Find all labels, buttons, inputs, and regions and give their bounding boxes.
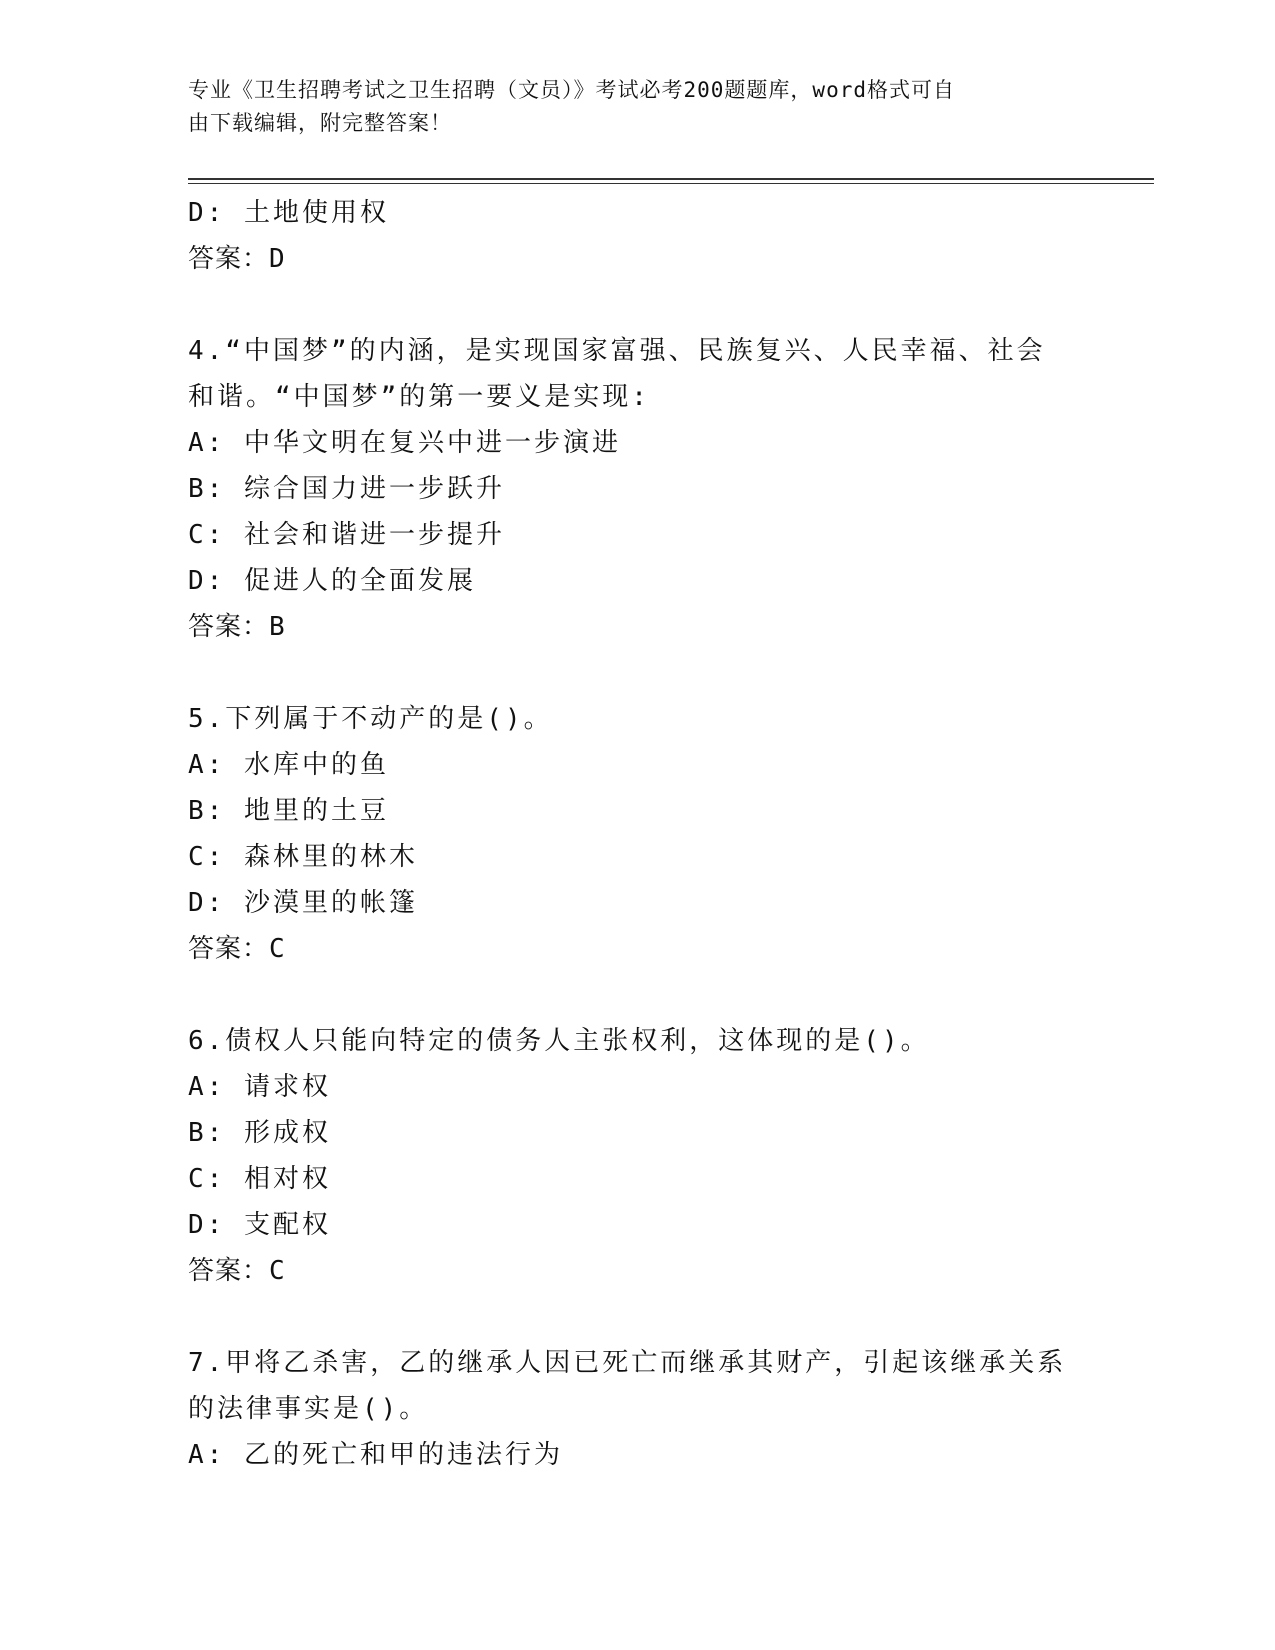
question-5	[188, 696, 1088, 972]
option-a: A: 中华文明在复兴中进一步演进	[188, 428, 621, 458]
question-stem-line: 的法律事实是()。	[188, 1394, 429, 1424]
header-line-1: 专业《卫生招聘考试之卫生招聘（文员）》考试必考200题题库，word格式可自	[188, 78, 955, 102]
option-b: B: 地里的土豆	[188, 796, 389, 826]
option-d: D: 土地使用权	[188, 198, 389, 228]
answer-label: 答案：	[188, 612, 270, 642]
header-line-2: 由下载编辑，附完整答案！	[188, 111, 452, 135]
answer-label: 答案：	[188, 934, 270, 964]
option-b: B: 综合国力进一步跃升	[188, 474, 505, 504]
answer-value: C	[269, 1256, 286, 1286]
option-c: C: 森林里的林木	[188, 842, 418, 872]
question-stem-line: 7.甲将乙杀害，乙的继承人因已死亡而继承其财产，引起该继承关系	[188, 1348, 1067, 1378]
option-d: D: 促进人的全面发展	[188, 566, 476, 596]
question-stem-line: 和谐。“中国梦”的第一要义是实现:	[188, 382, 650, 412]
header-rule-thick	[188, 178, 1154, 180]
page-header	[188, 74, 1068, 140]
option-a: A: 请求权	[188, 1072, 331, 1102]
option-d: D: 支配权	[188, 1210, 331, 1240]
answer-value: C	[269, 934, 286, 964]
option-b: B: 形成权	[188, 1118, 331, 1148]
answer-value: D	[269, 244, 286, 274]
answer-line	[188, 1248, 1088, 1294]
question-stem-line: 5.下列属于不动产的是()。	[188, 704, 553, 734]
question-stem-line: 6.债权人只能向特定的债务人主张权利，这体现的是()。	[188, 1026, 930, 1056]
answer-label: 答案：	[188, 1256, 270, 1286]
option-c: C: 社会和谐进一步提升	[188, 520, 505, 550]
question-4	[188, 328, 1088, 650]
question-6	[188, 1018, 1088, 1294]
question-list	[188, 190, 1088, 1478]
header-rule-thin	[188, 183, 1154, 184]
answer-label: 答案：	[188, 244, 270, 274]
option-a: A: 水库中的鱼	[188, 750, 389, 780]
answer-line	[188, 236, 1088, 282]
question-7	[188, 1340, 1088, 1478]
answer-line	[188, 604, 1088, 650]
answer-value: B	[269, 612, 286, 642]
option-a: A: 乙的死亡和甲的违法行为	[188, 1440, 563, 1470]
answer-line	[188, 926, 1088, 972]
option-d: D: 沙漠里的帐篷	[188, 888, 418, 918]
question-fragment	[188, 190, 1088, 282]
question-stem-line: 4.“中国梦”的内涵，是实现国家富强、民族复兴、人民幸福、社会	[188, 336, 1046, 366]
option-c: C: 相对权	[188, 1164, 331, 1194]
